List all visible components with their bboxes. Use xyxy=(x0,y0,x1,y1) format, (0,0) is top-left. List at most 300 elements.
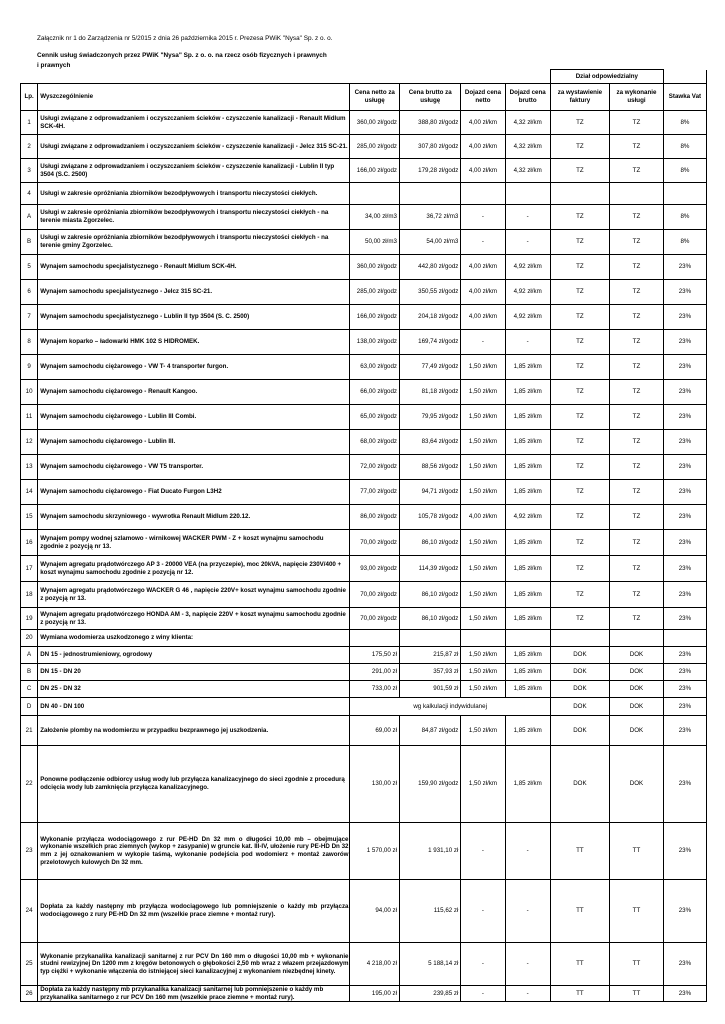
table-row xyxy=(21,530,707,556)
row-invoice-dept: DOK xyxy=(550,698,609,716)
row-service-dept: TZ xyxy=(610,405,664,430)
row-service-dept: TZ xyxy=(610,480,664,505)
row-travel-gross: - xyxy=(505,986,550,1002)
row-description: DN 40 - DN 100 xyxy=(38,698,350,716)
row-travel-net: 1,50 zł/km xyxy=(461,746,505,823)
row-travel-net: 1,50 zł/km xyxy=(461,582,505,608)
row-travel-gross: 1,85 zł/km xyxy=(505,582,550,608)
row-invoice-dept: TZ xyxy=(550,582,609,608)
row-vat-rate: 23% xyxy=(663,664,706,681)
table-row xyxy=(21,505,707,530)
row-travel-gross: 1,85 zł/km xyxy=(505,647,550,664)
row-invoice-dept: TZ xyxy=(550,405,609,430)
row-gross-price: 86,10 zł/godz xyxy=(400,608,461,630)
row-service-dept: TZ xyxy=(610,330,664,355)
row-net-price: 360,00 zł/godz xyxy=(350,255,400,280)
table-row xyxy=(21,880,707,943)
row-service-dept: TZ xyxy=(610,159,664,183)
price-table xyxy=(20,69,707,1002)
row-individual-calculation: wg kalkulacji indywidulanej xyxy=(350,698,550,716)
row-net-price: 50,00 zł/m3 xyxy=(350,230,400,255)
row-description: DN 15 - DN 20 xyxy=(38,664,350,681)
row-invoice-dept: TZ xyxy=(550,305,609,330)
row-service-dept xyxy=(610,183,664,205)
row-net-price: 66,00 zł/godz xyxy=(350,380,400,405)
row-net-price: 70,00 zł/godz xyxy=(350,582,400,608)
row-number: 17 xyxy=(21,556,38,582)
row-travel-net: 1,50 zł/km xyxy=(461,608,505,630)
row-description: Usługi w zakresie opróżniania zbiorników bezodpływowych i transportu nieczystości ciekłych - na terenie gminy Zgorzelec. xyxy=(38,230,350,255)
row-vat-rate: 23% xyxy=(663,681,706,698)
row-gross-price: 115,62 zł xyxy=(400,880,461,943)
row-service-dept: TZ xyxy=(610,280,664,305)
row-gross-price: 357,93 zł xyxy=(400,664,461,681)
row-description: Wykonanie przykanalika kanalizacji sanitarnej z rur PCV Dn 160 mm o długości 10,00 mb + wykonanie studni rewizyjnej Dn 1200 mm z kręgów betonowych o głębokości 2,50 mb wraz z włazem przejazdowym typ ciężki + wykonanie włączenia do istniejącej sieci kanalizacyjnej z wykonaniem niezbędnej kinety. xyxy=(38,943,350,986)
table-row xyxy=(21,630,707,647)
row-gross-price: 86,10 zł/godz xyxy=(400,530,461,556)
row-net-price: 175,50 zł xyxy=(350,647,400,664)
row-service-dept: DOK xyxy=(610,681,664,698)
row-description: Wynajem agregatu prądotwórczego WACKER G 46 , napięcie 220V+ koszt wynajmu samochodu zgodnie z pozycją nr 13. xyxy=(38,582,350,608)
price-list-title xyxy=(37,52,327,59)
row-description: Wynajem samochodu specjalistycznego - Renault Midlum SCK-4H. xyxy=(38,255,350,280)
row-description: Usługi związane z odprowadzaniem i oczyszczaniem ścieków - czyszczenie kanalizacji - Renault Midlum SCK-4H. xyxy=(38,111,350,135)
row-net-price: 285,00 zł/godz xyxy=(350,280,400,305)
row-invoice-dept xyxy=(550,630,609,647)
row-number: 20 xyxy=(21,630,38,647)
table-row xyxy=(21,716,707,746)
price-list-title-continued xyxy=(37,62,70,69)
row-number: B xyxy=(21,230,38,255)
row-travel-net: - xyxy=(461,823,505,880)
row-travel-gross: 1,85 zł/km xyxy=(505,681,550,698)
row-gross-price: 215,87 zł xyxy=(400,647,461,664)
row-travel-net: - xyxy=(461,330,505,355)
row-description: Usługi związane z odprowadzaniem i oczyszczaniem ścieków - czyszczenie kanalizacji - Jelcz 315 SC-21. xyxy=(38,135,350,159)
row-travel-gross: 1,85 zł/km xyxy=(505,430,550,455)
group-header-spacer xyxy=(21,70,551,84)
row-net-price: 291,00 zł xyxy=(350,664,400,681)
row-service-dept: TZ xyxy=(610,111,664,135)
row-description: Założenie plomby na wodomierzu w przypadku bezprawnego jej uszkodzenia. xyxy=(38,716,350,746)
row-gross-price: 94,71 zł/godz xyxy=(400,480,461,505)
row-gross-price: 442,80 zł/godz xyxy=(400,255,461,280)
row-service-dept: TZ xyxy=(610,305,664,330)
row-service-dept: TZ xyxy=(610,230,664,255)
table-row xyxy=(21,647,707,664)
row-description: Wynajem agregatu prądotwórczego AP 3 - 20000 VEA (na przyczepie), moc 20kVA, napięcie 230V/400 + koszt wynajmu samochodu zgodnie z pozycją nr 12. xyxy=(38,556,350,582)
row-travel-gross: - xyxy=(505,880,550,943)
row-gross-price: 77,49 zł/godz xyxy=(400,355,461,380)
row-gross-price: 169,74 zł/godz xyxy=(400,330,461,355)
row-travel-net xyxy=(461,183,505,205)
table-row xyxy=(21,480,707,505)
row-gross-price: 388,80 zł/godz xyxy=(400,111,461,135)
row-travel-gross: 4,32 zł/km xyxy=(505,111,550,135)
price-list-title-text: Cennik usług świadczonych przez PWiK "Nysa" Sp. z o. o. na rzecz osób fizycznych i prawnych xyxy=(37,52,327,59)
row-vat-rate: 8% xyxy=(663,111,706,135)
row-gross-price xyxy=(400,630,461,647)
row-gross-price: 88,56 zł/godz xyxy=(400,455,461,480)
row-invoice-dept: DOK xyxy=(550,746,609,823)
row-travel-net: 4,00 zł/km xyxy=(461,159,505,183)
table-row xyxy=(21,355,707,380)
row-net-price: 166,00 zł/godz xyxy=(350,305,400,330)
row-travel-gross: - xyxy=(505,823,550,880)
row-invoice-dept: TZ xyxy=(550,455,609,480)
row-number: 19 xyxy=(21,608,38,630)
row-service-dept: TZ xyxy=(610,530,664,556)
table-row xyxy=(21,746,707,823)
row-invoice-dept: TZ xyxy=(550,135,609,159)
row-vat-rate: 23% xyxy=(663,280,706,305)
row-vat-rate: 8% xyxy=(663,205,706,230)
col-header-invoice-dept: za wystawienie faktury xyxy=(550,84,609,111)
row-vat-rate: 23% xyxy=(663,986,706,1002)
row-number: 12 xyxy=(21,430,38,455)
row-vat-rate: 23% xyxy=(663,943,706,986)
row-number: 13 xyxy=(21,455,38,480)
row-vat-rate: 23% xyxy=(663,556,706,582)
row-travel-net: 4,00 zł/km xyxy=(461,255,505,280)
row-number: 4 xyxy=(21,183,38,205)
row-net-price: 70,00 zł/godz xyxy=(350,608,400,630)
row-travel-net: - xyxy=(461,205,505,230)
row-vat-rate: 8% xyxy=(663,159,706,183)
row-travel-net: 4,00 zł/km xyxy=(461,135,505,159)
price-list-title-tail: i prawnych xyxy=(37,62,71,69)
row-invoice-dept: TZ xyxy=(550,255,609,280)
row-description: Wynajem samochodu ciężarowego - Renault Kangoo. xyxy=(38,380,350,405)
row-gross-price: 350,55 zł/godz xyxy=(400,280,461,305)
row-number: 11 xyxy=(21,405,38,430)
table-row xyxy=(21,111,707,135)
row-service-dept: TZ xyxy=(610,430,664,455)
row-description: DN 25 - DN 32 xyxy=(38,681,350,698)
row-description: Wykonanie przyłącza wodociągowego z rur PE-HD Dn 32 mm o długości 10,00 mb – obejmujące wykonanie wszelkich prac ziemnych (wykop + zasypanie) w gruncie kat. III-IV, ułożenie rury PE-HD Dn 32 mm z jej oznakowaniem w wykopie taśmą, wykonanie podejścia pod wodomierz + montaż zaworów przelotowych kulowych Dn 32 mm. xyxy=(38,823,350,880)
row-gross-price: 179,28 zł/godz xyxy=(400,159,461,183)
row-travel-net: - xyxy=(461,880,505,943)
row-invoice-dept: TZ xyxy=(550,280,609,305)
row-gross-price: 1 931,10 zł xyxy=(400,823,461,880)
row-description: Dopłata za każdy następny mb przykanalika kanalizacji sanitarnej lub pomniejszenie o każdy mb przykanalika sanitarnego z rur PCV Dn 160 mm (wszelkie prace ziemne + montaż rury). xyxy=(38,986,350,1002)
row-vat-rate: 8% xyxy=(663,135,706,159)
row-gross-price: 105,78 zł/godz xyxy=(400,505,461,530)
row-service-dept xyxy=(610,630,664,647)
col-header-service-dept: za wykonanie usługi xyxy=(610,84,664,111)
row-invoice-dept: TT xyxy=(550,943,609,986)
row-net-price: 94,00 zł xyxy=(350,880,400,943)
row-travel-net: 1,50 zł/km xyxy=(461,664,505,681)
row-net-price: 130,00 zł xyxy=(350,746,400,823)
row-travel-net: - xyxy=(461,943,505,986)
row-number: 18 xyxy=(21,582,38,608)
row-travel-net: 1,50 zł/km xyxy=(461,380,505,405)
table-row xyxy=(21,986,707,1002)
row-description: Wynajem samochodu specjalistycznego - Lublin II typ 3504 (S. C. 2500) xyxy=(38,305,350,330)
table-row xyxy=(21,205,707,230)
row-number: 1 xyxy=(21,111,38,135)
row-invoice-dept: TZ xyxy=(550,230,609,255)
row-travel-gross: 1,85 zł/km xyxy=(505,455,550,480)
row-travel-gross: 1,85 zł/km xyxy=(505,480,550,505)
col-header-travel-gross: Dojazd cena brutto xyxy=(505,84,550,111)
row-vat-rate: 23% xyxy=(663,380,706,405)
row-number: 15 xyxy=(21,505,38,530)
row-net-price: 72,00 zł/godz xyxy=(350,455,400,480)
row-vat-rate xyxy=(663,630,706,647)
row-invoice-dept: DOK xyxy=(550,664,609,681)
row-travel-gross xyxy=(505,630,550,647)
row-vat-rate: 23% xyxy=(663,255,706,280)
row-net-price xyxy=(350,183,400,205)
row-gross-price: 81,18 zł/godz xyxy=(400,380,461,405)
row-invoice-dept: TZ xyxy=(550,430,609,455)
row-description: Usługi w zakresie opróżniania zbiorników bezodpływowych i transportu nieczystości ciekłych. xyxy=(38,183,350,205)
row-travel-gross: 1,85 zł/km xyxy=(505,530,550,556)
row-travel-gross: 4,92 zł/km xyxy=(505,505,550,530)
row-description: Ponowne podłączenie odbiorcy usług wody lub przyłącza kanalizacyjnego do sieci zgodnie z procedurą odcięcia wody lub zamknięcia przyłącza kanalizacyjnego. xyxy=(38,746,350,823)
row-travel-gross: - xyxy=(505,230,550,255)
row-travel-gross: 1,85 zł/km xyxy=(505,664,550,681)
row-travel-net: - xyxy=(461,986,505,1002)
row-number: A xyxy=(21,205,38,230)
row-travel-gross: - xyxy=(505,943,550,986)
price-table-body xyxy=(21,70,707,1002)
row-invoice-dept: TZ xyxy=(550,480,609,505)
row-service-dept: TZ xyxy=(610,582,664,608)
row-travel-gross xyxy=(505,183,550,205)
row-travel-gross: - xyxy=(505,205,550,230)
row-net-price: 138,00 zł/godz xyxy=(350,330,400,355)
row-description: Usługi w zakresie opróżniania zbiorników bezodpływowych i transportu nieczystości ciekłych - na terenie miasta Zgorzelec. xyxy=(38,205,350,230)
row-vat-rate: 23% xyxy=(663,305,706,330)
row-vat-rate: 23% xyxy=(663,746,706,823)
row-travel-net: 1,50 zł/km xyxy=(461,405,505,430)
col-header-travel-net: Dojazd cena netto xyxy=(461,84,505,111)
row-description: Wynajem samochodu skrzyniowego - wywrotka Renault Midlum 220.12. xyxy=(38,505,350,530)
row-gross-price: 307,80 zł/godz xyxy=(400,135,461,159)
row-service-dept: TT xyxy=(610,823,664,880)
row-invoice-dept: TZ xyxy=(550,111,609,135)
row-gross-price: 83,64 zł/godz xyxy=(400,430,461,455)
row-service-dept: DOK xyxy=(610,647,664,664)
row-invoice-dept: DOK xyxy=(550,647,609,664)
row-number: 16 xyxy=(21,530,38,556)
row-description: Usługi związane z odprowadzaniem i oczyszczaniem ścieków - czyszczenie kanalizacji - Lublin II typ 3504 (S.C. 2500) xyxy=(38,159,350,183)
row-travel-net: 4,00 zł/km xyxy=(461,505,505,530)
row-travel-gross: 4,92 zł/km xyxy=(505,280,550,305)
table-row xyxy=(21,159,707,183)
row-vat-rate: 23% xyxy=(663,530,706,556)
row-service-dept: DOK xyxy=(610,716,664,746)
row-travel-gross: 1,85 zł/km xyxy=(505,608,550,630)
row-travel-net xyxy=(461,630,505,647)
row-travel-net: 1,50 zł/km xyxy=(461,681,505,698)
row-travel-net: 1,50 zł/km xyxy=(461,430,505,455)
row-gross-price: 204,18 zł/godz xyxy=(400,305,461,330)
row-net-price: 195,00 zł xyxy=(350,986,400,1002)
group-header-vat-spacer xyxy=(663,70,706,84)
row-travel-net: 1,50 zł/km xyxy=(461,455,505,480)
row-vat-rate xyxy=(663,183,706,205)
row-invoice-dept: TZ xyxy=(550,380,609,405)
row-vat-rate: 23% xyxy=(663,647,706,664)
row-number: 25 xyxy=(21,943,38,986)
row-travel-net: 1,50 zł/km xyxy=(461,716,505,746)
row-number: 8 xyxy=(21,330,38,355)
row-net-price: 70,00 zł/godz xyxy=(350,530,400,556)
row-number: 5 xyxy=(21,255,38,280)
row-service-dept: TZ xyxy=(610,205,664,230)
row-net-price: 69,00 zł xyxy=(350,716,400,746)
row-travel-gross: 1,85 zł/km xyxy=(505,556,550,582)
col-header-vat-rate: Stawka Vat xyxy=(663,84,706,111)
row-vat-rate: 23% xyxy=(663,430,706,455)
row-gross-price: 159,90 zł/godz xyxy=(400,746,461,823)
table-row xyxy=(21,280,707,305)
table-row xyxy=(21,664,707,681)
row-invoice-dept: TZ xyxy=(550,556,609,582)
row-vat-rate: 23% xyxy=(663,405,706,430)
row-service-dept: TZ xyxy=(610,608,664,630)
row-vat-rate: 23% xyxy=(663,582,706,608)
row-description: Wynajem samochodu ciężarowego - VW T5 transporter. xyxy=(38,455,350,480)
table-row xyxy=(21,698,707,716)
row-gross-price xyxy=(400,183,461,205)
row-description: Wynajem samochodu specjalistycznego - Jelcz 315 SC-21. xyxy=(38,280,350,305)
row-travel-gross: 4,92 zł/km xyxy=(505,305,550,330)
row-invoice-dept: DOK xyxy=(550,716,609,746)
row-service-dept: DOK xyxy=(610,698,664,716)
row-vat-rate: 23% xyxy=(663,330,706,355)
row-travel-gross: 1,85 zł/km xyxy=(505,716,550,746)
row-service-dept: TZ xyxy=(610,455,664,480)
row-invoice-dept: TZ xyxy=(550,159,609,183)
row-service-dept: TZ xyxy=(610,355,664,380)
annex-note: Załącznik nr 1 do Zarządzenia nr 5/2015 z dnia 26 października 2015 r. Prezesa PWiK "Nysa" Sp. z o. o. xyxy=(37,35,333,42)
row-travel-gross: 4,32 zł/km xyxy=(505,159,550,183)
row-gross-price: 86,10 zł/godz xyxy=(400,582,461,608)
table-row xyxy=(21,823,707,880)
row-service-dept: TZ xyxy=(610,556,664,582)
row-number: 22 xyxy=(21,746,38,823)
row-gross-price: 901,59 zł xyxy=(400,681,461,698)
row-description: DN 15 - jednostrumieniowy, ogrodowy xyxy=(38,647,350,664)
row-invoice-dept: TZ xyxy=(550,330,609,355)
group-header-row xyxy=(21,70,707,84)
row-travel-net: 4,00 zł/km xyxy=(461,280,505,305)
table-row xyxy=(21,405,707,430)
row-net-price: 77,00 zł/godz xyxy=(350,480,400,505)
table-row xyxy=(21,556,707,582)
table-row xyxy=(21,943,707,986)
row-invoice-dept: DOK xyxy=(550,681,609,698)
row-number: 14 xyxy=(21,480,38,505)
row-service-dept: TZ xyxy=(610,505,664,530)
row-invoice-dept: TZ xyxy=(550,205,609,230)
row-net-price xyxy=(350,630,400,647)
row-net-price: 166,00 zł/godz xyxy=(350,159,400,183)
table-row xyxy=(21,455,707,480)
table-row xyxy=(21,582,707,608)
row-gross-price: 84,87 zł/godz xyxy=(400,716,461,746)
row-number: 2 xyxy=(21,135,38,159)
row-number: 21 xyxy=(21,716,38,746)
row-number: B xyxy=(21,664,38,681)
row-number: 6 xyxy=(21,280,38,305)
col-header-gross-price: Cena brutto za usługę xyxy=(400,84,461,111)
row-invoice-dept: TT xyxy=(550,880,609,943)
row-description: Wynajem samochodu ciężarowego - Lublin III. xyxy=(38,430,350,455)
row-net-price: 68,00 zł/godz xyxy=(350,430,400,455)
row-service-dept: TZ xyxy=(610,380,664,405)
row-service-dept: TT xyxy=(610,880,664,943)
row-service-dept: TZ xyxy=(610,255,664,280)
row-travel-gross: - xyxy=(505,330,550,355)
row-net-price: 86,00 zł/godz xyxy=(350,505,400,530)
row-number: 26 xyxy=(21,986,38,1002)
row-service-dept: TT xyxy=(610,943,664,986)
row-vat-rate: 23% xyxy=(663,455,706,480)
row-vat-rate: 23% xyxy=(663,698,706,716)
row-invoice-dept: TZ xyxy=(550,505,609,530)
row-service-dept: TZ xyxy=(610,135,664,159)
row-net-price: 1 570,00 zł xyxy=(350,823,400,880)
table-row xyxy=(21,380,707,405)
row-vat-rate: 23% xyxy=(663,505,706,530)
row-description: Wynajem samochodu ciężarowego - VW T- 4 transporter furgon. xyxy=(38,355,350,380)
row-description: Wynajem pompy wodnej szlamowo - wirnikowej WACKER PWM - Z + koszt wynajmu samochodu zgodnie z pozycją nr 13. xyxy=(38,530,350,556)
table-row xyxy=(21,681,707,698)
table-row xyxy=(21,430,707,455)
row-description: Wynajem samochodu ciężarowego - Lublin III Combi. xyxy=(38,405,350,430)
row-number: 9 xyxy=(21,355,38,380)
row-service-dept: TT xyxy=(610,986,664,1002)
row-travel-gross: 4,32 zł/km xyxy=(505,135,550,159)
row-travel-net: - xyxy=(461,230,505,255)
row-gross-price: 36,72 zł/m3 xyxy=(400,205,461,230)
responsible-department-header: Dział odpowiedzialny xyxy=(550,70,663,84)
row-travel-net: 1,50 zł/km xyxy=(461,647,505,664)
row-invoice-dept: TT xyxy=(550,823,609,880)
row-invoice-dept: TZ xyxy=(550,355,609,380)
row-description: Dopłata za każdy następny mb przyłącza wodociągowego lub pomniejszenie o każdy mb przyłącza wodociągowego z rury PE-HD Dn 32 mm (wszelkie prace ziemne + montaż rury). xyxy=(38,880,350,943)
row-vat-rate: 8% xyxy=(663,230,706,255)
row-description: Wynajem agregatu prądotwórczego HONDA AM - 3, napięcie 220V + koszt wynajmu samochodu zgodnie z pozycją nr 13. xyxy=(38,608,350,630)
row-service-dept: DOK xyxy=(610,664,664,681)
row-number: 3 xyxy=(21,159,38,183)
row-description: Wymiana wodomierza uszkodzonego z winy klienta: xyxy=(38,630,350,647)
table-row xyxy=(21,608,707,630)
row-travel-gross: 1,85 zł/km xyxy=(505,405,550,430)
row-travel-net: 1,50 zł/km xyxy=(461,480,505,505)
row-net-price: 4 218,00 zł xyxy=(350,943,400,986)
row-travel-gross: 1,85 zł/km xyxy=(505,746,550,823)
col-header-net-price: Cena netto za usługę xyxy=(350,84,400,111)
table-row xyxy=(21,255,707,280)
row-gross-price: 5 188,14 zł xyxy=(400,943,461,986)
row-travel-net: 1,50 zł/km xyxy=(461,355,505,380)
row-number: 7 xyxy=(21,305,38,330)
row-service-dept: DOK xyxy=(610,746,664,823)
row-net-price: 65,00 zł/godz xyxy=(350,405,400,430)
row-travel-net: 4,00 zł/km xyxy=(461,305,505,330)
column-header-row xyxy=(21,84,707,111)
row-number: A xyxy=(21,647,38,664)
table-row xyxy=(21,230,707,255)
row-invoice-dept: TZ xyxy=(550,608,609,630)
